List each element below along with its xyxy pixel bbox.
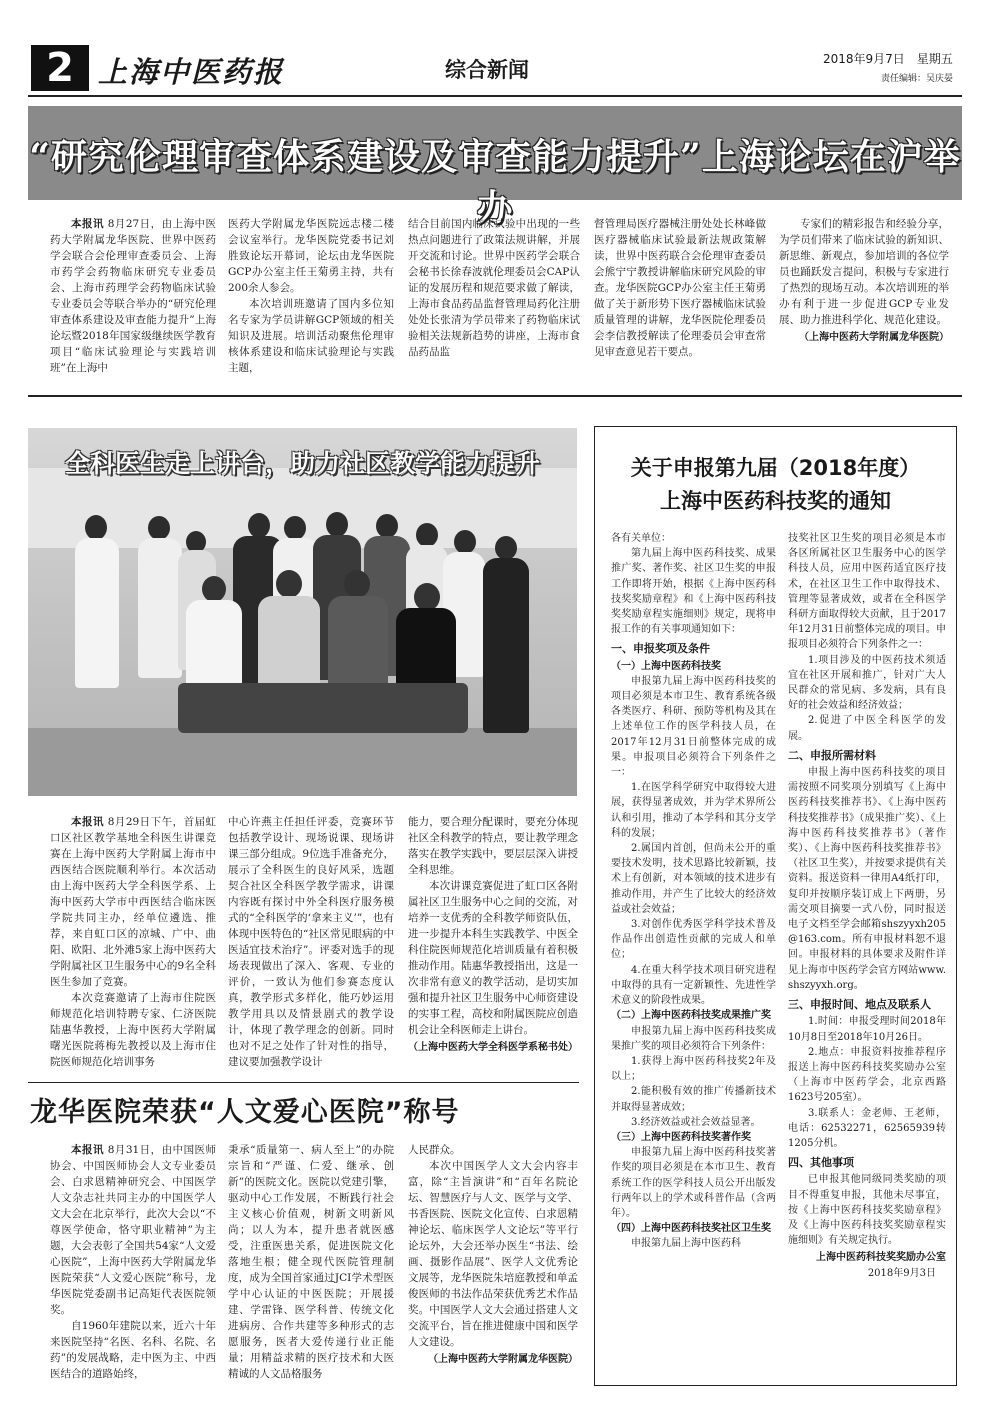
person-head: [85, 515, 107, 540]
article1-text-4: 结合目前国内临床试验中出现的一些热点问题进行了政策法规讲解，并展开交流和讨论。世界中医药学会联合会秘书长徐春波就伦理委员会CAP认证的发展历程和规范要求做了解读，上海市食品药品监督管理局药化注册处处长张清为学员带来了药物临床试验相关法规新趋势的讲座，上海市食品药品监: [408, 218, 580, 358]
article3-text-4: 人民群众。: [408, 1144, 461, 1156]
photo-floor: [28, 728, 577, 796]
notice-s1-1-a: 1.在医学科学研究中取得较大进展，获得显著成效，并为学术界所公认和引用，推动了本学科和其分支学科的发展；: [611, 782, 776, 839]
article1-col1: [50, 216, 216, 376]
article2-text-3: 中心许燕主任担任评委，竞赛环节包括教学设计、现场说课、现场讲课三部分组成。9位选手准备充分，展示了全科医生的良好风采，选题契合社区全科医学教学需求，讲课内容既有探讨中外全科医疗服务模式的“全科医学的‘拿来主义’”，也有体现中医特色的“社区常见眼病的中医适宜技术治疗”。评委对选手的现场表现做出了深入、客观、专业的评价，一致认为他们参赛态度认真，教学形式多样化，能巧妙运用教学用具以及情景剧式的教学设计，体现了教学理念的创新。同时也对不足之处作了针对性的指导，建议要加强教学设计: [228, 816, 394, 1068]
notice-s3-b: 2.地点：申报资料按推荐程序报送上海中医药科技奖奖励办公室（上海市中医药学会，北京西路1623号205室）。: [788, 1046, 946, 1104]
person-body: [138, 538, 182, 678]
person-head: [248, 513, 270, 538]
article2-text-2: 本次竞赛邀请了上海市住院医师规范化培训特聘专家、仁济医院陆惠华教授，上海中医药大学附属曙光医院蒋梅先教授以及上海市住院医师规范化培训事务: [50, 992, 216, 1068]
notice-col-right: [788, 531, 946, 1281]
section-name: 综合新闻: [445, 58, 529, 82]
article1-text-2: 医药大学附属龙华医院远志楼二楼会议室举行。龙华医院党委书记刘胜致论坛开幕词，论坛由龙华医院GCP办公室主任王菊勇主持，共有200余人参会。: [228, 218, 394, 294]
notice-s1-4-text: 申报第九届上海中医药科: [631, 1238, 741, 1250]
person-head: [276, 570, 302, 598]
article1-text-6: 专家们的精彩报告和经验分享，为学员们带来了临床试验的新知识、新思维、新观点，参加培训的各位学员也踊跃发言提问，积极与专家进行了热烈的现场互动。本次培训班的举办有利于进一步促进GCP专业发展、助力推进科学化、规范化建设。: [779, 218, 949, 326]
article3-col3: [408, 1142, 578, 1368]
article1-headline: “研究伦理审查体系建设及审查能力提升”上海论坛在沪举办: [29, 136, 961, 229]
notice-salutation: 各有关单位：: [611, 533, 671, 544]
notice-col-left: [611, 531, 776, 1252]
article3-headline: 龙华医院荣获“人文爱心医院”称号: [30, 1097, 460, 1128]
editor-credit: 责任编辑：吴庆晏: [881, 74, 954, 84]
article2-text-5: 本次讲课竞赛促进了虹口区各附属社区卫生服务中心之间的交流，对培养一支优秀的全科教学师资队伍，进一步提升本科生实践教学、中医全科住院医师规范化培训质量有着积极推动作用。陆惠华教授指出，这是一次非常有意义的教学活动，是切实加强和提升社区卫生服务中心师资建设的实事工程，高校和附属医院应创造机会让全科医师走上讲台。: [408, 880, 578, 1036]
notice-signature: 上海中医药科技奖奖励办公室: [816, 1252, 946, 1264]
notice-s1-2-b: 2.能积极有效的推广传播新技术并取得显著成效；: [611, 1086, 776, 1113]
article1-col3: [408, 216, 580, 360]
group-photo: [28, 428, 577, 796]
article3-lead: 本报讯: [71, 1144, 104, 1156]
article1-lead: 本报讯: [71, 218, 104, 230]
article3-text-1: 8月31日，由中国医师协会、中国医师协会人文专业委员会、白求恩精神研究会、中国医学人文杂志社共同主办的中国医学人文大会在北京举行，此次大会以“不尊医学使命，恪守职业精神”为主题，大会表彰了全国共54家“人文爱心医院”，上海中医药大学附属龙华医院荣获“人文爱心医院”称号，龙华医院党委副书记高矩代表医院领奖。: [50, 1144, 217, 1316]
person-body: [186, 600, 242, 690]
notice-s1-2-text: 申报第九届上海中医药科技奖成果推广奖的项目必须符合下列条件：: [611, 1025, 776, 1052]
article2-text-4: 能力，要合理分配课时，要充分体现社区全科教学的特点，要让教学理念落实在教学实践中，要层层深入讲授全科思维。: [408, 816, 578, 876]
notice-s1-2-a: 1.获得上海中医药科技奖2年及以上；: [611, 1055, 776, 1083]
notice-title-line2: 上海中医药科技奖的通知: [660, 489, 891, 513]
notice-sign-date: 2018年9月3日: [867, 1267, 936, 1279]
person-head: [414, 583, 440, 611]
notice-s2: 二、申报所需材料: [788, 748, 876, 762]
person-head: [326, 512, 348, 537]
article2-source: （上海中医药大学全科医学系秘书处）: [408, 1042, 578, 1053]
article1-col4: [594, 216, 766, 360]
article2-lead: 本报讯: [71, 816, 104, 828]
article1-text-3: 本次培训班邀请了国内多位知名专家为学员讲解GCP领域的相关知识及进展。培训活动聚焦伦理审核体系建设和临床试验理论与实践主题，: [228, 298, 394, 374]
person-body: [483, 558, 529, 733]
article2-headline: 全科医生走上讲台，助力社区教学能力提升: [64, 449, 540, 478]
masthead-rule: [28, 95, 962, 97]
article1-col2: [228, 216, 394, 376]
article2-bottom-rule: [28, 1082, 579, 1083]
notice-s3-a: 1.时间：申报受理时间2018年10月8日至2018年10月26日。: [788, 1016, 946, 1043]
article1-bottom-rule: [28, 395, 962, 397]
notice-s1-3-text: 申报第九届上海中医药科技奖著作奖的项目必须是在本市卫生、教育系统工作的医学科技人员公开出版发行两年以上的学术或科普作品（含两年）。: [611, 1147, 776, 1219]
notice-s3: 三、申报时间、地点及联系人: [788, 998, 931, 1012]
person-head: [202, 576, 226, 602]
issue-date: 2018年9月7日 星期五: [823, 52, 953, 66]
article2-col2: [228, 814, 394, 1070]
article3-col1: [50, 1142, 216, 1382]
person-head: [495, 536, 517, 560]
article3-text-5: 本次中国医学人文大会内容丰富，除“主旨演讲”和“百年名院论坛、智慧医疗与人文、医学与文学、书香医院、医院文化宣传、白求恩精神论坛、临床医学人文论坛”等平行论坛外，大会还举办医生“书法、绘画、摄影作品展”、医学人文优秀论文展等，龙华医院朱培庭教授和单孟俊医师的书法作品荣获优秀艺术作品奖。中国医学人文大会通过搭建人文交流平台，旨在推进健康中国和医学人文建设。: [408, 1160, 578, 1348]
article1-source: （上海中医药大学附属龙华医院）: [799, 332, 949, 343]
notice-s1-1-c: 3.对创作优秀医学科学技术普及作品作出创造性贡献的完成人和单位；: [611, 919, 776, 961]
person-head: [148, 516, 170, 540]
notice-r-b: 2.促进了中医全科医学的发展。: [788, 715, 946, 742]
notice-s4: 四、其他事项: [788, 1156, 854, 1170]
person-head: [376, 514, 398, 538]
article2-text-1: 8月29日下午，首届虹口区社区教学基地全科医生讲课竞赛在上海中医药大学附属上海市中西医结合医院顺利举行。本次活动由上海中医药大学全科医学系、上海中医药大学市中西医结合临床医学院共同主办，经单位遴选、推荐，来自虹口区的凉城、广中、曲阳、欧阳、北外滩5家上海中医药大学附属社区卫生服务中心的9名全科医生参加了竞赛。: [50, 816, 217, 988]
person-body: [75, 538, 119, 688]
page-number: 2: [46, 45, 74, 91]
notice-title-line1: 关于申报第九届（2018年度）: [630, 456, 921, 480]
article3-source: （上海中医药大学附属龙华医院）: [428, 1354, 578, 1365]
article1-text-1: 8月27日，由上海中医药大学附属龙华医院、世界中医药学会联合会伦理审查委员会、上海市药学会药物临床研究专业委员会、上海市药理学会药物临床试验专业委员会等联合举办的“研究伦理审查体系建设及审查能力提升”上海论坛暨2018年国家级继续医学教育项目“临床试验理论与实践培训班”在上海中: [50, 218, 217, 374]
article3-col2: [228, 1142, 394, 1382]
notice-s1-2-c: 3.经济效益或社会效益显著。: [631, 1116, 761, 1128]
notice-s1-1: （一）上海中医药科技奖: [611, 660, 721, 672]
person-body: [328, 596, 388, 696]
notice-s1-4: （四）上海中医药科技奖社区卫生奖: [611, 1223, 771, 1235]
notice-s3-c: 3.联系人：金老师、王老师，电话：62532271，62565939转1205分机。: [788, 1107, 946, 1149]
notice-r-a: 1.项目涉及的中医药技术须适宜在社区开展和推广，针对广大人民群众的常见病、多发病，具有良好的社会效益和经济效益；: [788, 654, 946, 712]
person-head: [284, 516, 306, 540]
notice-s1-1-b: 2.属国内首创，但尚未公开的重要技术发明，技术思路比较新颖，技术上有创新，对本领域的技术进步有推动作用，并产生了比较大的经济效益或社会效益；: [611, 843, 776, 915]
notice-s4-text: 已申报其他同级同类奖励的项目不得重复申报，其他未尽事宜，按《上海中医药科技奖奖励章程》及《上海中医药科技奖奖励章程实施细则》有关规定执行。: [788, 1174, 946, 1247]
article3-text-2: 自1960年建院以来，近六十年来医院坚持“名医、名科、名院、名药”的发展战略，走中医为主、中西医结合的道路始终，: [50, 1320, 216, 1380]
person-body: [258, 596, 320, 696]
paper-name: 上海中医药报: [98, 55, 285, 89]
article3-text-3: 秉承“质量第一、病人至上”的办院宗旨和“严谨、仁爱、继承、创新”的医院文化。医院以党建引擎，驱动中心工作发展，不断践行社会主义核心价值观，树新文明新风尚；以人为本，提升患者就医感受，注重医患关系，促进医院文化落地生根；健全现代医院管理制度，成为全国首家通过JCI学术型医学中心认证的中医医院；开展援建、学雷锋、医学科普、传统文化进病房、合作共建等多种形式的志愿服务，医者大爱传递行业正能量；用精益求精的医疗技术和大医精诚的人文品格服务: [228, 1144, 394, 1380]
person-head: [454, 530, 476, 554]
photo-chairs: [178, 683, 468, 733]
notice-s1-1-d: 4.在重大科学技术项目研究进程中取得的具有一定新颖性、先进性学术意义的阶段性成果。: [611, 964, 776, 1007]
notice-s1: 一、申报奖项及条件: [611, 642, 710, 656]
article2-col1: [50, 814, 216, 1070]
notice-intro: 第九届上海中医药科技奖、成果推广奖、著作奖、社区卫生奖的申报工作即将开始，根据《上海中医药科技奖奖励章程》和《上海中医药科技奖奖励章程实施细则》规定，现将申报工作的有关事项通知如下：: [611, 548, 776, 636]
notice-s1-3: （三）上海中医药科技奖著作奖: [611, 1131, 751, 1143]
article1-text-5: 督管理局医疗器械注册处处长林峰做医疗器械临床试验最新法规政策解读，世界中医药联合会伦理审查委员会熊宁宁教授讲解临床研究风险的审查。龙华医院GCP办公室主任王菊勇做了关于新形势下医疗器械临床试验质量管理的讲解，龙华医院伦理委员会李信教授解读了伦理委员会审查常见审查意见若干要点。: [594, 218, 766, 358]
article2-col3: [408, 814, 578, 1056]
notice-s1-2: （二）上海中医药科技奖成果推广奖: [611, 1010, 771, 1022]
person-head: [344, 570, 370, 598]
notice-s1-1-text: 申报第九届上海中医药科技奖的项目必须是本市卫生、教育系统各级各类医疗、科研、预防等机构及其在上述单位工作的医学科技人员，在2017年12月31日前整体完成的成果。申报项目必须符合下列条件之一：: [611, 675, 776, 779]
notice-s2-text: 申报上海中医药科技奖的项目需按照不同奖项分别填写《上海中医药科技奖推荐书》、《上海中医药科技奖推荐书》（成果推广奖）、《上海中医药科技奖推荐书》（著作奖）、《上海中医药科技奖推荐书》（社区卫生奖），并按要求提供有关资料。报送资料一律用A4纸打印，复印并按顺序装订成上下两册，另需交项目摘要一式八份，同时报送电子文档至学会邮箱shszyyxh205@163.com。所有申报材料恕不退回。申报材料的具体要求及附件详见上海市中医药学会官方网站www.shszyyxh.org。: [788, 767, 946, 991]
person-head: [416, 523, 438, 547]
article1-col5: [779, 216, 949, 346]
notice-r-text1: 技奖社区卫生奖的项目必须是本市各区所属社区卫生服务中心的医学科技人员，应用中医药适宜医疗技术，在社区卫生工作中取得技术、管理等显著成效，或者在全科医学科研方面取得较大贡献，且于2017年12月31日前整体完成的项目。申报项目必须符合下列条件之一：: [788, 533, 946, 651]
